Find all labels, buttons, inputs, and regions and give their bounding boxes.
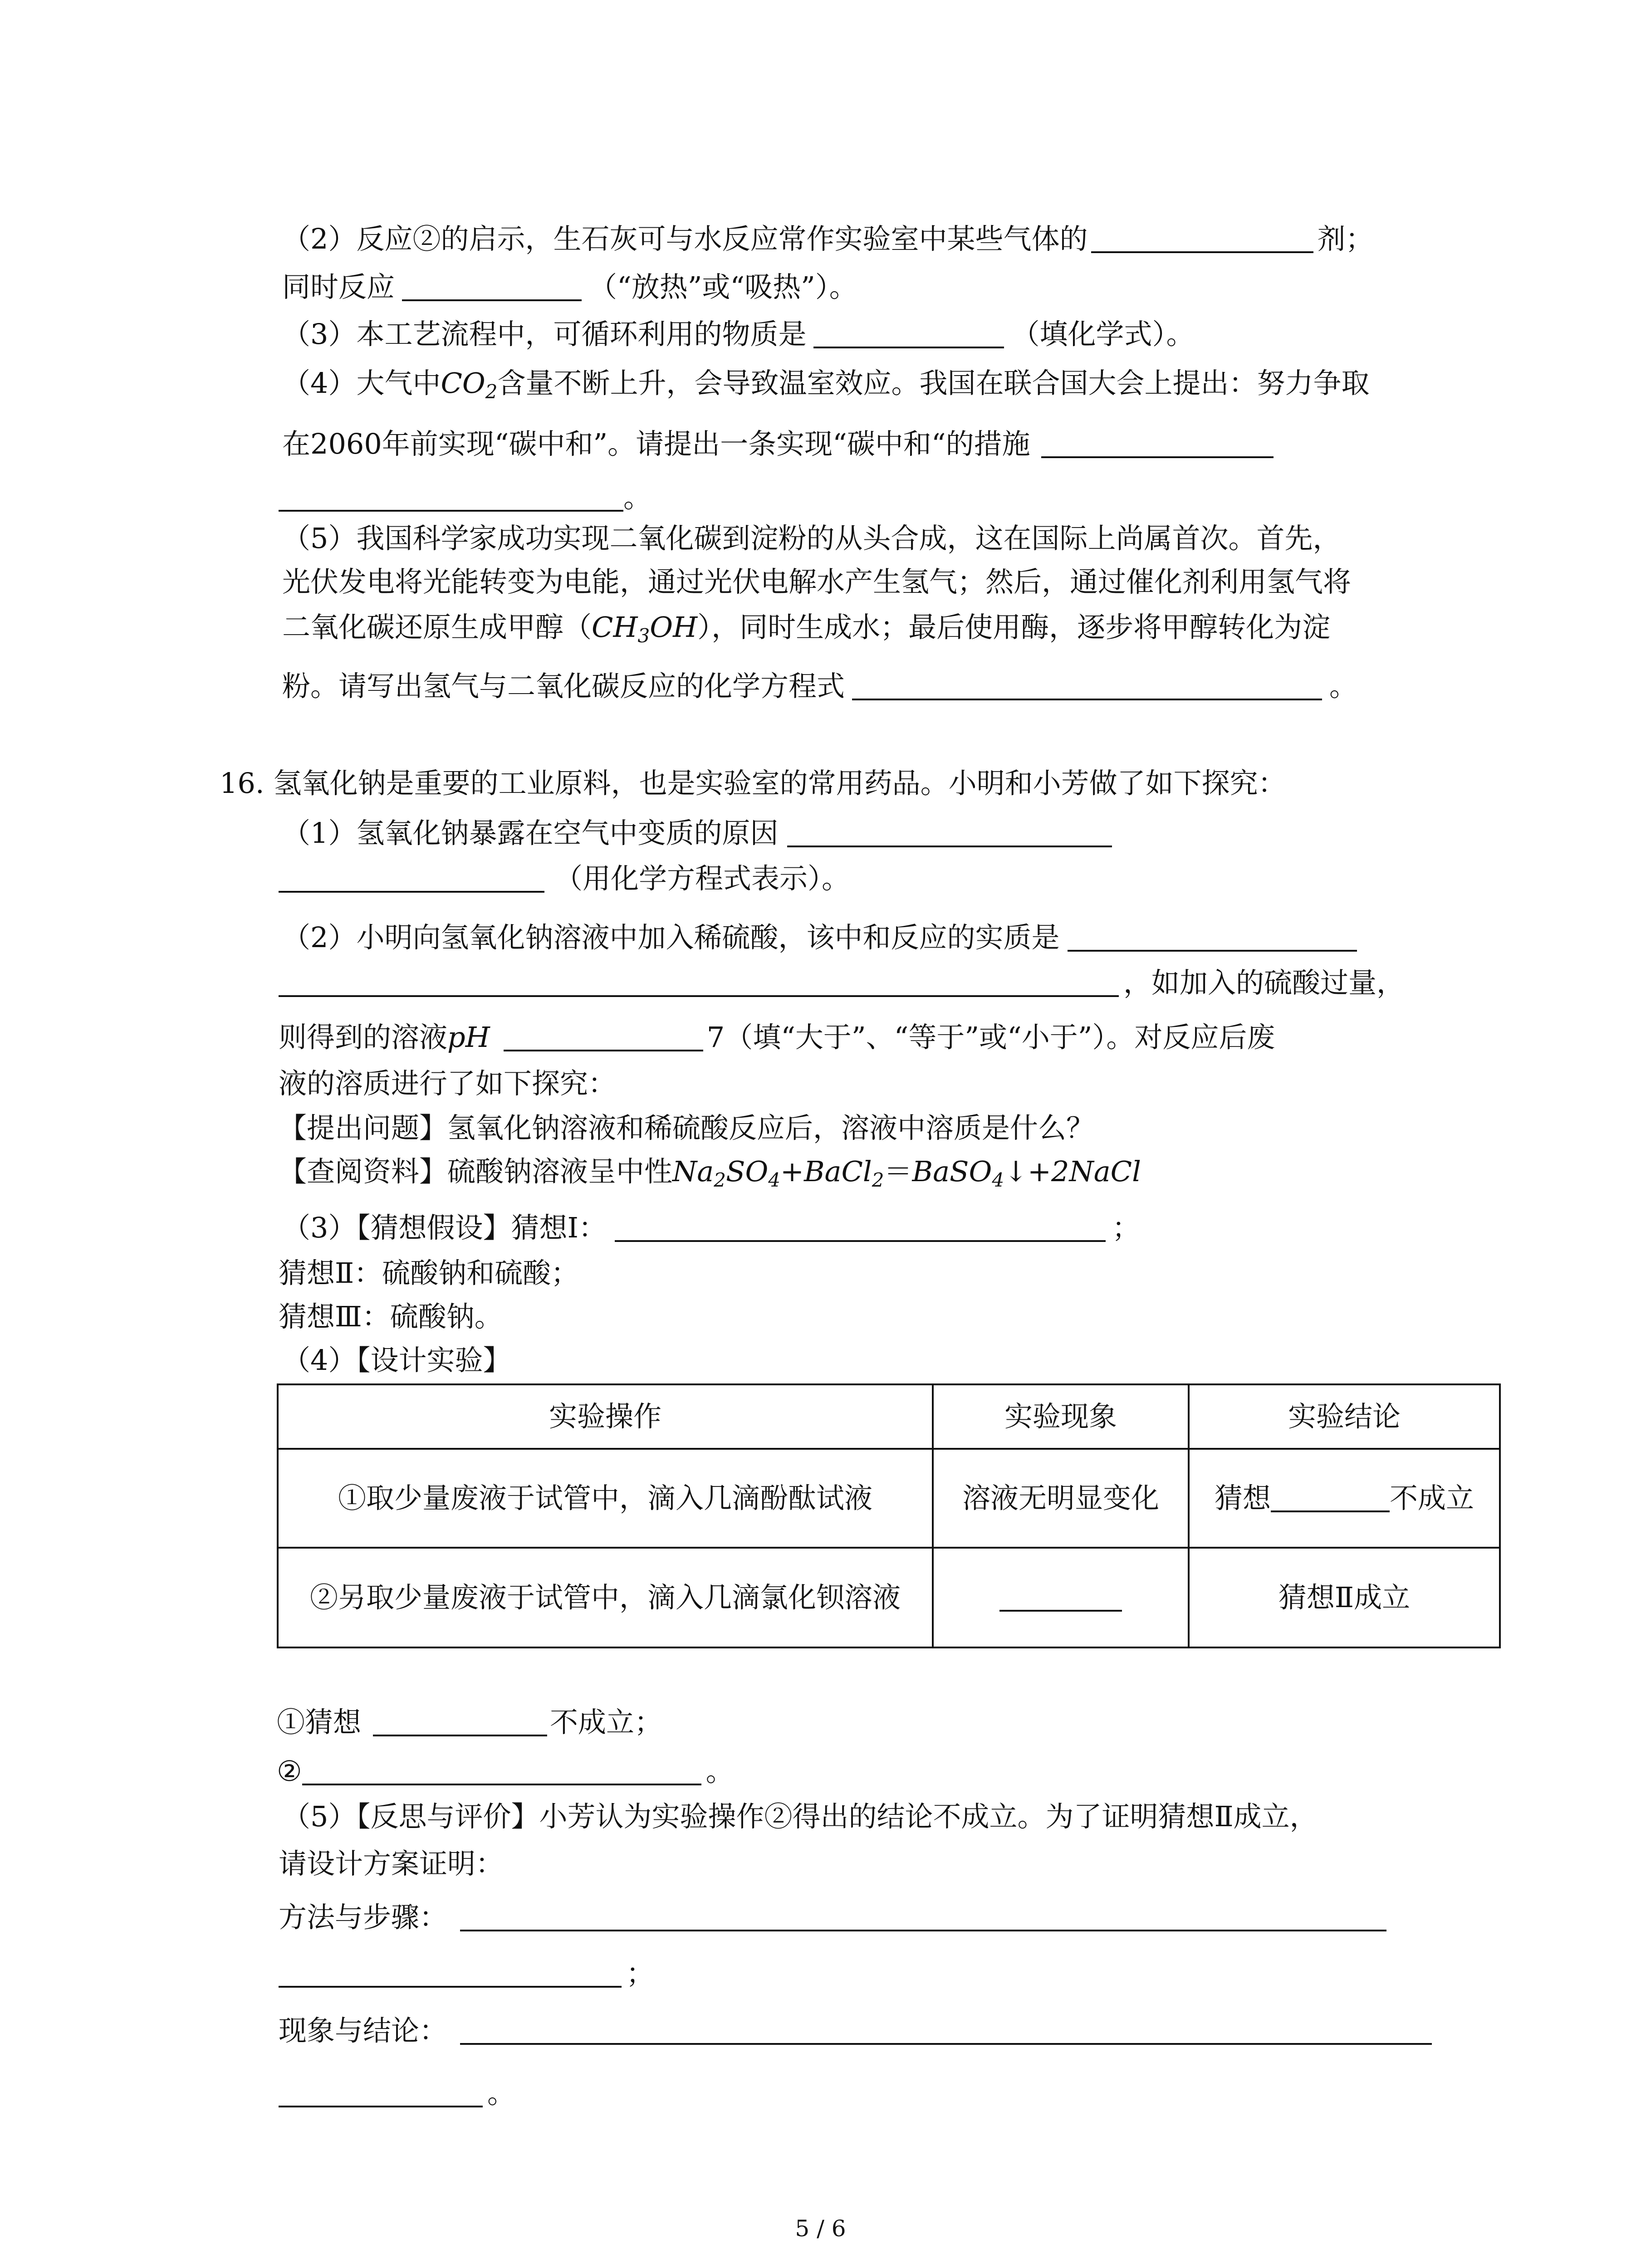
- ph-symbol: pH: [447, 1021, 490, 1054]
- q15-part2-line1: （2）反应②的启示，生石灰可与水反应常作实验室中某些气体的 剂；: [282, 222, 1374, 255]
- q16-result-line1: 现象与结论：: [279, 2014, 1432, 2048]
- answer-blank[interactable]: [813, 318, 1004, 348]
- table-row: [278, 1548, 1500, 1647]
- header-conclusion: 实验结论: [1189, 1384, 1500, 1449]
- q16-result-line2: 。: [279, 2077, 515, 2110]
- q16-part5-line2: 请设计方案证明：: [279, 1847, 504, 1880]
- q16-reference: 【查阅资料】硫酸钠溶液呈中性$Na_2SO_4+BaCl_2=BaSO_4↓+2NaCl$: [279, 1155, 1141, 1191]
- question-number: 16.: [220, 767, 265, 800]
- methanol-formula: $CH_3OH$: [592, 611, 698, 647]
- q16-part1-line1: （1）氢氧化钠暴露在空气中变质的原因: [282, 816, 1112, 850]
- page-number: 5 / 6: [795, 2215, 846, 2242]
- q16-part2-line1: （2）小明向氢氧化钠溶液中加入稀硫酸，该中和反应的实质是: [282, 921, 1357, 954]
- answer-blank[interactable]: [787, 817, 1112, 847]
- answer-blank[interactable]: [615, 1212, 1106, 1242]
- q16-part2-line2: ，如加入的硫酸过量，: [279, 966, 1405, 1000]
- q15-part5-line1: （5）我国科学家成功实现二氧化碳到淀粉的从头合成，这在国际上尚属首次。首先，: [282, 522, 1341, 555]
- q15-part4-line2: 在2060年前实现“碳中和”。请提出一条实现“碳中和“的措施: [282, 427, 1274, 461]
- row1-phenomenon: 溶液无明显变化: [933, 1449, 1189, 1548]
- q16-part2-line4: 液的溶质进行了如下探究：: [279, 1067, 617, 1100]
- answer-blank[interactable]: [279, 2077, 483, 2107]
- answer-blank[interactable]: [999, 1582, 1122, 1612]
- answer-blank[interactable]: [460, 2015, 1432, 2045]
- reaction-equation: $Na_2SO_4+BaCl_2=BaSO_4↓+2NaCl$: [672, 1155, 1141, 1191]
- row1-conclusion: 猜想 不成立: [1189, 1449, 1500, 1548]
- q16-part3: （3）【猜想假设】猜想Ⅰ： ；: [282, 1211, 1140, 1244]
- answer-blank[interactable]: [279, 863, 544, 893]
- answer-blank[interactable]: [302, 1755, 701, 1785]
- q16-part1-line2: （用化学方程式表示）。: [279, 862, 850, 895]
- answer-blank[interactable]: [1041, 428, 1274, 458]
- answer-blank[interactable]: [373, 1706, 547, 1736]
- row1-operation: ①取少量废液于试管中，滴入几滴酚酞试液: [278, 1449, 933, 1548]
- q15-part5-line4: 粉。请写出氢气与二氧化碳反应的化学方程式 。: [282, 670, 1358, 703]
- q16-intro: 16. 氢氧化钠是重要的工业原料，也是实验室的常用药品。小明和小芳做了如下探究：: [220, 767, 1286, 800]
- row2-phenomenon: [933, 1548, 1189, 1647]
- q16-part4-title: （4）【设计实验】: [282, 1344, 511, 1377]
- q15-part2-line2: 同时反应 （“放热”或“吸热”）。: [282, 270, 857, 303]
- answer-blank[interactable]: [504, 1022, 703, 1051]
- q15-part5-line2: 光伏发电将光能转变为电能，通过光伏电解水产生氢气；然后，通过催化剂利用氢气将: [282, 565, 1352, 598]
- q16-method-line2: ；: [279, 1957, 654, 1990]
- q16-ask: 【提出问题】氢氧化钠溶液和稀硫酸反应后，溶液中溶质是什么？: [279, 1111, 1095, 1144]
- answer-blank[interactable]: [279, 482, 623, 512]
- answer-blank[interactable]: [402, 271, 582, 301]
- q16-answer1: ①猜想 不成立；: [277, 1706, 663, 1739]
- answer-blank[interactable]: [1271, 1482, 1390, 1512]
- q16-method-line1: 方法与步骤：: [279, 1901, 1386, 1934]
- q15-part5-line3: 二氧化碳还原生成甲醇$(CH_3OH)$，同时生成水；最后使用酶，逐步将甲醇转化为淀: [282, 611, 1331, 647]
- header-operation: 实验操作: [278, 1384, 933, 1449]
- q15-part4-line3: 。: [279, 481, 652, 514]
- q16-answer2: ② 。: [277, 1755, 734, 1788]
- answer-blank[interactable]: [279, 967, 1119, 997]
- q16-guess3: 猜想Ⅲ：硫酸钠。: [279, 1300, 503, 1333]
- q15-part4-line1: （4）大气中$CO_2$含量不断上升，会导致温室效应。我国在联合国大会上提出：努力争取: [282, 367, 1370, 403]
- row2-operation: ②另取少量废液于试管中，滴入几滴氯化钡溶液: [278, 1548, 933, 1647]
- answer-blank[interactable]: [1091, 223, 1313, 253]
- table-header-row: [278, 1384, 1500, 1449]
- q16-part5-line1: （5）【反思与评价】小芳认为实验操作②得出的结论不成立。为了证明猜想Ⅱ成立，: [282, 1800, 1318, 1833]
- answer-blank[interactable]: [460, 1901, 1386, 1931]
- answer-blank[interactable]: [852, 670, 1322, 700]
- answer-blank[interactable]: [1068, 922, 1357, 952]
- q15-part3: （3）本工艺流程中，可循环利用的物质是 （填化学式）。: [282, 318, 1195, 351]
- co2-formula: $CO_2$: [441, 367, 498, 403]
- answer-blank[interactable]: [279, 1958, 622, 1988]
- header-phenomenon: 实验现象: [933, 1384, 1189, 1449]
- experiment-table: [277, 1383, 1501, 1648]
- q16-guess2: 猜想Ⅱ：硫酸钠和硫酸；: [279, 1256, 579, 1290]
- row2-conclusion: 猜想Ⅱ成立: [1189, 1548, 1500, 1647]
- q16-part2-line3: 则得到的溶液pH 7（填“大于”、“等于”或“小于”）。对反应后废: [279, 1021, 1275, 1054]
- table-row: [278, 1449, 1500, 1548]
